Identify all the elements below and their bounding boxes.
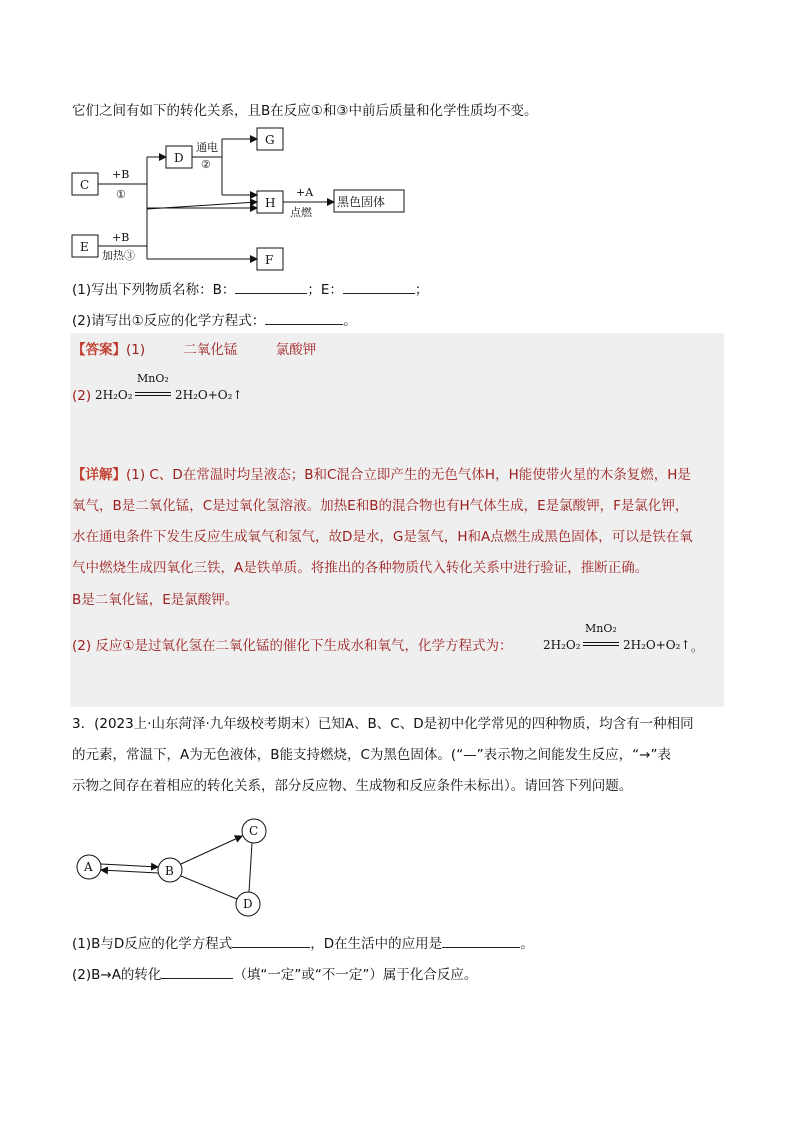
answer-line-2: (2) <box>72 388 92 404</box>
label-h: H <box>265 196 276 210</box>
explanation-line-5: B是二氧化锰，E是氯酸钾。 <box>72 592 239 608</box>
label-plus-b: +B <box>112 168 130 181</box>
question-3-2: (2)B→A的转化 （填“一定”或“不一定”）属于化合反应。 <box>72 964 477 985</box>
conversion-diagram-2 <box>0 815 794 925</box>
answer-blank-e[interactable] <box>343 279 415 294</box>
label-g: G <box>265 133 275 147</box>
label-d: D <box>174 151 184 165</box>
question-3-line-2: 的元素，常温下，A为无色液体，B能支持燃烧，C为黑色固体。(“—”表示物之间能发生反应，“→”表 <box>72 747 671 763</box>
node-d-label: D <box>243 897 253 911</box>
label-plus-a: +A <box>296 186 314 199</box>
label-e: E <box>80 240 89 254</box>
label-jiare3: 加热③ <box>102 249 135 262</box>
node-b-label: B <box>165 864 174 878</box>
answer-blank-d-use[interactable] <box>442 933 520 948</box>
question-3-line-1: 3．(2023上·山东菏泽·九年级校考期末）已知A、B、C、D是初中化学常见的四种物质，均含有一种相同 <box>72 716 694 732</box>
explanation-line-4: 气中燃烧生成四氧化三铁，A是铁单质。将推出的各种物质代入转化关系中进行验证，推断正确。 <box>72 560 649 576</box>
question-1: (1)写出下列物质名称：B： ；E： ； <box>72 279 428 300</box>
label-dianran: 点燃 <box>290 206 312 219</box>
label-tongdian: 通电 <box>196 141 218 154</box>
label-circle1: ① <box>116 188 126 201</box>
question-2: (2)请写出①反应的化学方程式： 。 <box>72 310 357 331</box>
label-f: F <box>265 253 274 267</box>
answer-e-name: 氯酸钾 <box>275 342 317 358</box>
answer-blank-b[interactable] <box>235 279 307 294</box>
answer-line-1: 【答案】(1) 二氧化锰 氯酸钾 <box>72 342 317 358</box>
label-c: C <box>80 178 90 192</box>
answer-blank-reaction-type[interactable] <box>161 964 233 979</box>
node-a-label: A <box>84 860 93 874</box>
label-product: 黑色固体 <box>337 195 386 209</box>
intro-text: 它们之间有如下的转化关系，且B在反应①和③中前后质量和化学性质均不变。 <box>72 103 538 119</box>
explanation-line-2: 氧气，B是二氧化锰，C是过氧化氢溶液。加热E和B的混合物也有H气体生成，E是氯酸钾，F是氯化钾， <box>72 498 689 514</box>
question-3-1: (1)B与D反应的化学方程式 ，D在生活中的应用是 。 <box>72 933 534 954</box>
label-circle2: ② <box>201 158 211 171</box>
conversion-diagram-1 <box>0 120 794 295</box>
label-plus-b2: +B <box>112 231 130 244</box>
node-c-label: C <box>249 824 259 838</box>
question-3-line-3: 示物之间存在着相应的转化关系，部分反应物、生成物和反应条件未标出）。请回答下列问题。 <box>72 778 633 794</box>
answer-b-name: 二氧化锰 <box>183 342 238 358</box>
answer-blank-equation[interactable] <box>265 310 343 325</box>
explanation-line-3: 水在通电条件下发生反应生成氧气和氢气，故D是水，G是氢气，H和A点燃生成黑色固体，可以是铁在氧 <box>72 529 693 545</box>
explanation-line-1: 【详解】(1) C、D在常温时均呈液态；B和C混合立即产生的无色气体H，H能使带火星的木条复燃，H是 <box>72 467 691 483</box>
explanation-line-6: (2) 反应①是过氧化氢在二氧化锰的催化下生成水和氧气，化学方程式为： <box>72 638 513 654</box>
answer-blank-bd-equation[interactable] <box>232 933 310 948</box>
